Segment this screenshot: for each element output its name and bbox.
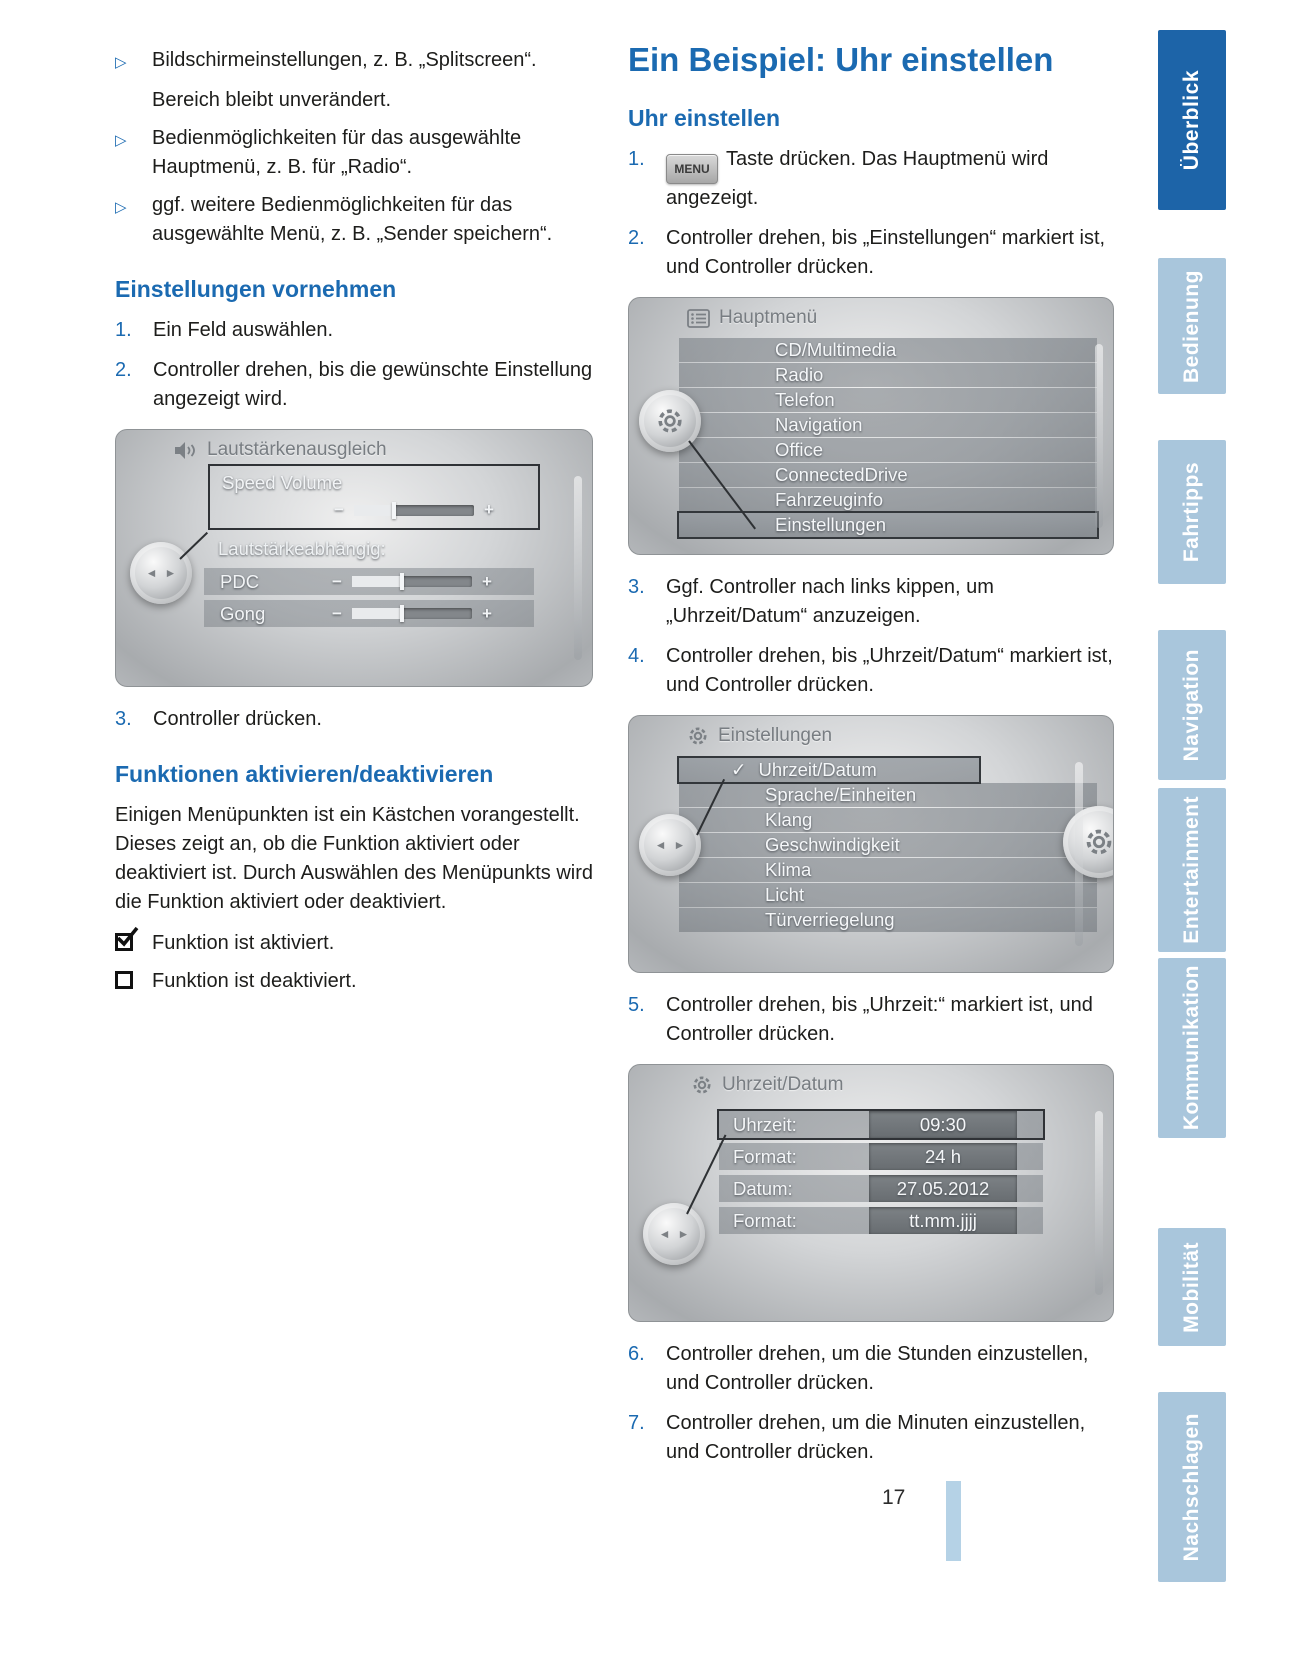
menu-item: Radio — [679, 363, 1097, 387]
check-icon: ✓ — [731, 759, 747, 780]
bullet-item — [115, 124, 593, 182]
menu-item: CD/Multimedia — [679, 338, 1097, 362]
triangle-bullet-icon: ▷ — [115, 199, 127, 216]
scroll-indicator — [1075, 762, 1083, 946]
gear-icon — [687, 725, 709, 747]
section-label: Lautstärkeabhängig: — [218, 538, 386, 559]
gear-icon — [691, 1074, 713, 1096]
controller-knob — [643, 1203, 705, 1265]
sidebar-tab-entertainment — [1158, 788, 1226, 952]
function-on-text: Funktion ist aktiviert. — [152, 932, 335, 954]
step — [115, 316, 593, 345]
step — [628, 1409, 1114, 1467]
scroll-indicator — [574, 476, 582, 660]
tab-label: Bedienung — [1180, 269, 1203, 383]
step-number: 3. — [628, 576, 645, 598]
heading-funktionen: Funktionen aktivieren/deaktivieren — [115, 761, 494, 787]
screen-header — [687, 725, 832, 747]
right-column — [628, 40, 1114, 1478]
slider-label: PDC — [220, 570, 260, 592]
arrow-right-icon: ► — [673, 838, 686, 852]
idrive-screenshot-einstellungen — [628, 715, 1114, 973]
slider-track — [352, 576, 472, 587]
step-text: Controller drehen, bis „Einstellungen“ markiert ist, und Controller drücken. — [666, 227, 1106, 278]
step-text: MENU Taste drücken. Das Hauptmenü wird angezeigt. — [666, 148, 1049, 209]
step-text: Controller drücken. — [153, 708, 322, 730]
gear-icon — [1083, 826, 1114, 858]
field-label: Format: — [733, 1145, 797, 1167]
plus-icon: + — [483, 500, 494, 519]
sidebar-tab-nachschlagen — [1158, 1392, 1226, 1582]
speed-volume-slider — [334, 500, 526, 520]
arrow-left-icon: ◄ — [145, 566, 158, 580]
slider-track — [354, 505, 474, 516]
field-value: 27.05.2012 — [869, 1175, 1017, 1202]
slider-label: Speed Volume — [222, 472, 343, 493]
step — [115, 356, 593, 414]
bullet-item — [115, 46, 593, 115]
idrive-screenshot-uhrzeit-datum — [628, 1064, 1114, 1322]
menu-key-label: MENU — [674, 162, 710, 176]
page-edge-bar — [946, 1481, 961, 1561]
scroll-indicator — [1095, 1111, 1103, 1295]
heading-uhr-einstellen: Uhr einstellen — [628, 105, 781, 131]
step-number: 7. — [628, 1412, 645, 1434]
tab-label: Überblick — [1180, 69, 1203, 171]
functions-paragraph: Einigen Menüpunkten ist ein Kästchen vorangestellt. Dieses zeigt an, ob die Funktion aktiviert oder deaktiviert ist. Durch Auswählen des Menüpunkts wird die Funktion aktiviert oder deaktiviert. — [115, 804, 594, 913]
field-value: 24 h — [869, 1143, 1017, 1170]
datetime-field-list — [719, 1111, 1043, 1239]
bullet-item — [115, 191, 593, 249]
function-on-row — [115, 929, 593, 958]
menu-item: Telefon — [679, 388, 1097, 412]
menu-item: Klima — [679, 858, 1097, 882]
step — [628, 1340, 1114, 1398]
step-number: 4. — [628, 645, 645, 667]
step-number: 1. — [628, 148, 645, 170]
triangle-bullet-icon: ▷ — [115, 132, 127, 149]
screen-title: Uhrzeit/Datum — [722, 1074, 844, 1095]
pdc-slider — [332, 572, 492, 592]
left-column — [115, 46, 593, 1005]
step-text: Controller drehen, um die Stunden einzustellen, und Controller drücken. — [666, 1343, 1089, 1394]
gear-icon — [655, 406, 685, 436]
gong-slider — [332, 604, 492, 624]
settings-menu-list — [679, 758, 1097, 933]
scroll-indicator — [1095, 344, 1103, 528]
step-number: 6. — [628, 1343, 645, 1365]
step-text: Controller drehen, bis „Uhrzeit/Datum“ markiert ist, und Controller drücken. — [666, 645, 1113, 696]
step — [628, 573, 1114, 631]
menu-item-label: Uhrzeit/Datum — [758, 759, 877, 780]
screen-header — [174, 439, 387, 461]
speed-volume-selection — [208, 464, 540, 530]
sidebar-tab-navigation — [1158, 630, 1226, 780]
step — [628, 224, 1114, 282]
field-row — [719, 1143, 1043, 1170]
function-off-text: Funktion ist deaktiviert. — [152, 970, 357, 992]
step-number: 2. — [628, 227, 645, 249]
gong-slider-row — [204, 600, 534, 627]
tab-label: Navigation — [1180, 648, 1203, 762]
pdc-slider-row — [204, 568, 534, 595]
field-row-selected — [719, 1111, 1043, 1138]
step-text: Controller drehen, bis die gewünschte Einstellung angezeigt wird. — [153, 359, 593, 410]
minus-icon: − — [334, 500, 344, 519]
screen-title: Hauptmenü — [719, 307, 818, 328]
menu-item-selected: Einstellungen — [679, 513, 1097, 537]
step — [628, 991, 1114, 1049]
minus-icon: − — [332, 571, 342, 591]
field-label: Uhrzeit: — [733, 1113, 797, 1135]
sidebar-tab-ueberblick — [1158, 30, 1226, 210]
step — [628, 145, 1114, 213]
menu-list-icon — [687, 309, 710, 328]
menu-item: Office — [679, 438, 1097, 462]
menu-item: Klang — [679, 808, 1097, 832]
plus-icon: + — [481, 571, 492, 591]
screen-title: Einstellungen — [718, 725, 833, 746]
main-menu-list — [679, 338, 1097, 538]
menu-item: Fahrzeuginfo — [679, 488, 1097, 512]
pointer-line — [179, 532, 208, 560]
screen-header — [691, 1074, 843, 1096]
bullet-text: ggf. weitere Bedienmöglichkeiten für das ausgewählte Menü, z. B. „Sender speichern“. — [152, 194, 553, 245]
menu-item: ConnectedDrive — [679, 463, 1097, 487]
bullet-text: Bedienmöglichkeiten für das ausgewählte Hauptmenü, z. B. für „Radio“. — [152, 127, 522, 178]
minus-icon: − — [332, 603, 342, 623]
menu-item: Sprache/Einheiten — [679, 783, 1097, 807]
tab-label: Fahrtipps — [1180, 461, 1203, 563]
controller-knob — [130, 542, 192, 604]
sidebar-tab-mobilitaet — [1158, 1228, 1226, 1346]
menu-item: Geschwindigkeit — [679, 833, 1097, 857]
sidebar-tab-fahrtipps — [1158, 440, 1226, 584]
plus-icon: + — [481, 603, 492, 623]
screen-header — [687, 307, 817, 329]
menu-item: Türverriegelung — [679, 908, 1097, 932]
step-number: 1. — [115, 319, 132, 341]
sidebar-tab-bedienung — [1158, 258, 1226, 394]
tab-label: Kommunikation — [1180, 965, 1203, 1131]
slider-label: Gong — [220, 602, 266, 624]
step-text: Controller drehen, bis „Uhrzeit:“ markiert ist, und Controller drücken. — [666, 994, 1093, 1045]
step-text: Ggf. Controller nach links kippen, um „Uhrzeit/Datum“ anzuzeigen. — [666, 576, 994, 627]
menu-item: Navigation — [679, 413, 1097, 437]
step — [628, 642, 1114, 700]
arrow-right-icon: ► — [677, 1227, 690, 1241]
step — [115, 705, 593, 734]
idrive-screenshot-hauptmenu — [628, 297, 1114, 555]
tab-label: Nachschlagen — [1180, 1412, 1203, 1562]
menu-item: Licht — [679, 883, 1097, 907]
idrive-screenshot-volume — [115, 429, 593, 687]
page-number: 17 — [882, 1486, 906, 1509]
step-text: Controller drehen, um die Minuten einzustellen, und Controller drücken. — [666, 1412, 1086, 1463]
screen-title: Lautstärkenausgleich — [207, 439, 387, 460]
bullet-text: Bildschirmeinstellungen, z. B. „Splitscreen“. Bereich bleibt unverändert. — [152, 46, 537, 115]
tab-label: Mobilität — [1180, 1241, 1203, 1333]
bullet-note: Bereich bleibt unverändert. — [152, 89, 392, 111]
step-number: 2. — [115, 359, 132, 381]
field-label: Format: — [733, 1209, 797, 1231]
field-row — [719, 1175, 1043, 1202]
arrow-left-icon: ◄ — [658, 1227, 671, 1241]
function-off-row — [115, 967, 593, 996]
arrow-left-icon: ◄ — [654, 838, 667, 852]
sidebar-tab-kommunikation — [1158, 958, 1226, 1138]
checkbox-checked-icon — [115, 933, 133, 951]
checkbox-unchecked-icon — [115, 971, 133, 989]
speaker-icon — [174, 441, 198, 460]
field-row — [719, 1207, 1043, 1234]
field-value: 09:30 — [869, 1111, 1017, 1138]
arrow-right-icon: ► — [164, 566, 177, 580]
step-number: 5. — [628, 994, 645, 1016]
menu-key-icon — [666, 154, 718, 184]
controller-knob — [639, 814, 701, 876]
tab-label: Entertainment — [1180, 796, 1203, 944]
slider-track — [352, 608, 472, 619]
field-value: tt.mm.jjjj — [869, 1207, 1017, 1234]
heading-einstellungen-vornehmen: Einstellungen vornehmen — [115, 276, 397, 302]
step-text: Ein Feld auswählen. — [153, 319, 334, 341]
page-title: Ein Beispiel: Uhr einstellen — [628, 41, 1054, 78]
step-number: 3. — [115, 708, 132, 730]
triangle-bullet-icon: ▷ — [115, 54, 127, 71]
field-label: Datum: — [733, 1177, 793, 1199]
